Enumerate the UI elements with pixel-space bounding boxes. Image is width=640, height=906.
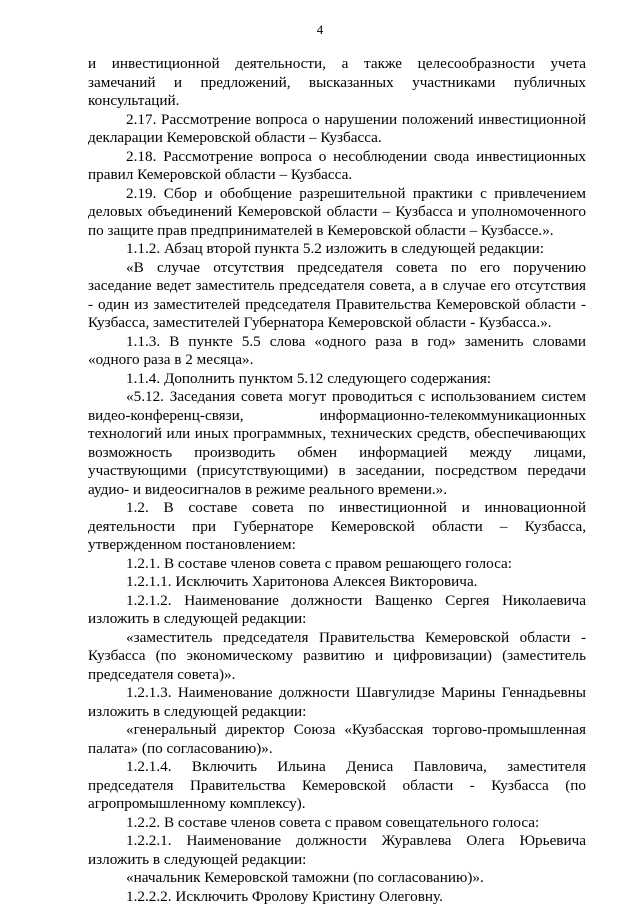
paragraph: 1.1.2. Абзац второй пункта 5.2 изложить в следующей редакции: bbox=[88, 240, 586, 259]
paragraph: «В случае отсутствия председателя совета по его поручению заседание ведет заместитель председателя совета, а в случае его отсутствия - один из заместителей председателя Правительства Кемеровской области - Кузбасса, заместителей Губернатора Кемеровской области - Кузбасса.». bbox=[88, 259, 586, 333]
paragraph: и инвестиционной деятельности, а также целесообразности учета замечаний и предложений, высказанных участниками публичных консультаций. bbox=[88, 55, 586, 111]
paragraph: 1.2.2.1. Наименование должности Журавлева Олега Юрьевича изложить в следующей редакции: bbox=[88, 832, 586, 869]
document-body bbox=[88, 55, 586, 906]
paragraph: «заместитель председателя Правительства Кемеровской области - Кузбасса (по экономическому развитию и цифровизации) (заместитель председателя совета)». bbox=[88, 629, 586, 685]
paragraph: 1.2. В составе совета по инвестиционной и инновационной деятельности при Губернаторе Кемеровской области – Кузбасса, утвержденном постановлением: bbox=[88, 499, 586, 555]
paragraph: 1.2.1. В составе членов совета с правом решающего голоса: bbox=[88, 555, 586, 574]
page-number: 4 bbox=[0, 22, 640, 38]
paragraph: 1.2.1.3. Наименование должности Шавгулидзе Марины Геннадьевны изложить в следующей редакции: bbox=[88, 684, 586, 721]
paragraph: 1.2.1.2. Наименование должности Ващенко Сергея Николаевича изложить в следующей редакции: bbox=[88, 592, 586, 629]
paragraph: «начальник Кемеровской таможни (по согласованию)». bbox=[88, 869, 586, 888]
paragraph: 2.17. Рассмотрение вопроса о нарушении положений инвестиционной декларации Кемеровской области – Кузбасса. bbox=[88, 111, 586, 148]
paragraph: «5.12. Заседания совета могут проводиться с использованием систем видео-конференц-связи, информационно-телекоммуникационных технологий или иных программных, технических средств, обеспечивающих возможность производить обмен информацией между лицами, участвующими (присутствующими) в заседании, посредством передачи аудио- и видеосигналов в режиме реального времени.». bbox=[88, 388, 586, 499]
paragraph: 1.1.4. Дополнить пунктом 5.12 следующего содержания: bbox=[88, 370, 586, 389]
paragraph: 2.18. Рассмотрение вопроса о несоблюдении свода инвестиционных правил Кемеровской области – Кузбасса. bbox=[88, 148, 586, 185]
paragraph: 1.2.1.1. Исключить Харитонова Алексея Викторовича. bbox=[88, 573, 586, 592]
paragraph: 1.2.2.2. Исключить Фролову Кристину Олеговну. bbox=[88, 888, 586, 906]
paragraph: 2.19. Сбор и обобщение разрешительной практики с привлечением деловых объединений Кемеровской области – Кузбасса и уполномоченного по защите прав предпринимателей в Кемеровской области – Кузбассе.». bbox=[88, 185, 586, 241]
paragraph: 1.1.3. В пункте 5.5 слова «одного раза в год» заменить словами «одного раза в 2 месяца». bbox=[88, 333, 586, 370]
paragraph: 1.2.1.4. Включить Ильина Дениса Павловича, заместителя председателя Правительства Кемеровской области - Кузбасса (по агропромышленному комплексу). bbox=[88, 758, 586, 814]
paragraph: «генеральный директор Союза «Кузбасская торгово-промышленная палата» (по согласованию)». bbox=[88, 721, 586, 758]
paragraph: 1.2.2. В составе членов совета с правом совещательного голоса: bbox=[88, 814, 586, 833]
